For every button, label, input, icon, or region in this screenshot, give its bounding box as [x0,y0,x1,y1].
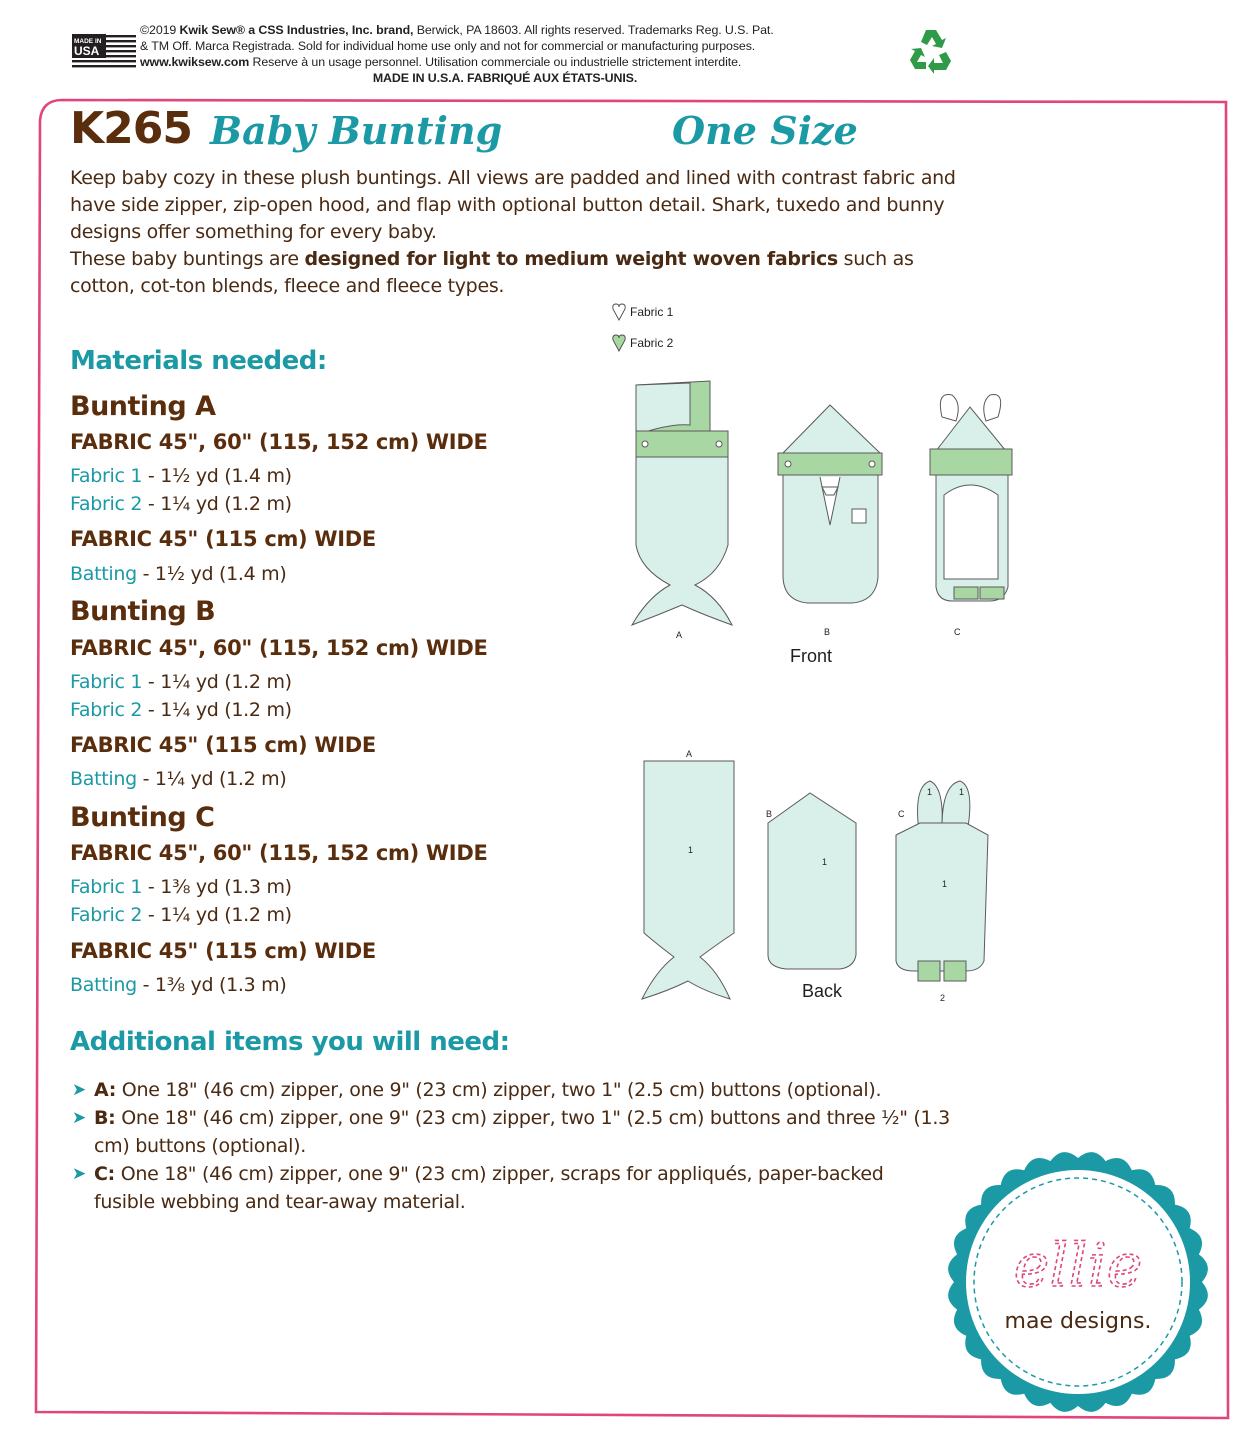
materials-heading: Materials needed: [70,346,327,376]
bunting-a-fabric-2: Fabric 2 - 1¼ yd (1.2 m) [70,493,292,515]
made-in-usa-flag [72,34,136,68]
bunting-a-batting: Batting - 1½ yd (1.4 m) [70,563,287,585]
pattern-size: One Size [672,108,858,153]
svg-text:USA: USA [74,44,100,58]
front-view-label: Front [790,646,833,666]
pattern-code: K265 [70,103,192,154]
front-view-a-drawing [632,381,732,625]
back-label-a: A [686,749,693,759]
arrow-icon: ➤ [72,1080,86,1100]
additional-item-c: ➤ C: One 18" (46 cm) zipper, one 9" (23 cm) zipper, scraps for appliqués, paper-backed fusible webbing and tear-away material. [70,1160,950,1216]
fabric-1-swatch-icon [612,303,626,321]
front-label-b: B [824,627,831,637]
back-label-c: C [898,809,905,819]
legend-fabric-1: Fabric 1 [612,303,673,321]
additional-items-list [70,1076,950,1216]
bunting-b-batting: Batting - 1¼ yd (1.2 m) [70,768,287,790]
back-piece-c-ear-1: 1 [927,787,933,797]
additional-heading: Additional items you will need: [70,1027,510,1057]
bunting-a-fabric-wide: FABRIC 45", 60" (115, 152 cm) WIDE [70,430,488,454]
fabric-2-swatch-icon [612,334,626,352]
back-view-b-drawing [768,793,856,969]
back-piece-c-1: 1 [942,879,948,889]
description: Keep baby cozy in these plush buntings. All views are padded and lined with contrast fabric and have side zipper, zip-open hood, and flap with optional button detail. Shark, tuxedo and bunny designs offer something for every baby. These baby buntings are designed for light to medium weight woven fabrics such as cotton, cot-ton blends, fleece and fleece types. [70,167,956,297]
front-view-b-drawing [778,405,882,603]
legend-fabric-2: Fabric 2 [612,334,673,352]
front-label-a: A [676,630,683,640]
svg-text:mae designs.: mae designs. [1004,1309,1152,1334]
front-view-c-drawing [930,394,1012,601]
recycle-icon [906,26,954,74]
legal-notice: ©2019 Kwik Sew® a CSS Industries, Inc. brand, Berwick, PA 18603. All rights reserved. Trademarks Reg. U.S. Pat. & TM Off. Marca Registrada. Sold for individual home use only and not for commercial or manufacturing purposes. www.kwiksew.com Reserve à un usage personnel. Utilisation commerciale ou industrielle strictement interdite. MADE IN U.S.A. FABRIQUÉ AUX ÉTATS-UNIS. [140,23,774,85]
bunting-c-fabric-45: FABRIC 45" (115 cm) WIDE [70,939,376,963]
bunting-b-fabric-wide: FABRIC 45", 60" (115, 152 cm) WIDE [70,636,488,660]
front-label-c: C [954,627,961,637]
bunting-c-batting: Batting - 1⅜ yd (1.3 m) [70,974,287,996]
back-view-a-drawing [642,761,734,999]
bunting-a-fabric-1: Fabric 1 - 1½ yd (1.4 m) [70,465,292,487]
bunting-a-fabric-45: FABRIC 45" (115 cm) WIDE [70,527,376,551]
bunting-b-fabric-1: Fabric 1 - 1¼ yd (1.2 m) [70,671,292,693]
arrow-icon: ➤ [72,1164,86,1184]
back-view-label: Back [802,981,843,1001]
back-piece-c-2: 2 [940,993,946,1003]
bunting-c-fabric-2: Fabric 2 - 1¼ yd (1.2 m) [70,904,292,926]
technical-drawings [600,365,1020,1015]
additional-item-a: ➤ A: One 18" (46 cm) zipper, one 9" (23 cm) zipper, two 1" (2.5 cm) buttons (optional). [70,1076,950,1104]
back-piece-b-1: 1 [822,857,828,867]
arrow-icon: ➤ [72,1108,86,1128]
svg-text:ellie: ellie [1013,1231,1143,1301]
bunting-b-title: Bunting B [70,596,216,627]
website-link[interactable]: www.kwiksew.com [140,55,250,69]
additional-item-b: ➤ B: One 18" (46 cm) zipper, one 9" (23 cm) zipper, two 1" (2.5 cm) buttons and three ½" (1.3 cm) buttons (optional). [70,1104,950,1160]
bunting-c-fabric-1: Fabric 1 - 1⅜ yd (1.3 m) [70,876,292,898]
back-piece-a-1: 1 [688,845,694,855]
bunting-a-title: Bunting A [70,391,216,422]
pattern-title: Baby Bunting [210,108,503,153]
bunting-b-fabric-45: FABRIC 45" (115 cm) WIDE [70,733,376,757]
back-piece-c-ear-2: 1 [959,787,965,797]
ellie-mae-designs-logo [944,1148,1212,1416]
back-label-b: B [766,809,773,819]
bunting-c-title: Bunting C [70,802,215,833]
bunting-b-fabric-2: Fabric 2 - 1¼ yd (1.2 m) [70,699,292,721]
bunting-c-fabric-wide: FABRIC 45", 60" (115, 152 cm) WIDE [70,841,488,865]
svg-text:MADE IN: MADE IN [74,38,102,45]
